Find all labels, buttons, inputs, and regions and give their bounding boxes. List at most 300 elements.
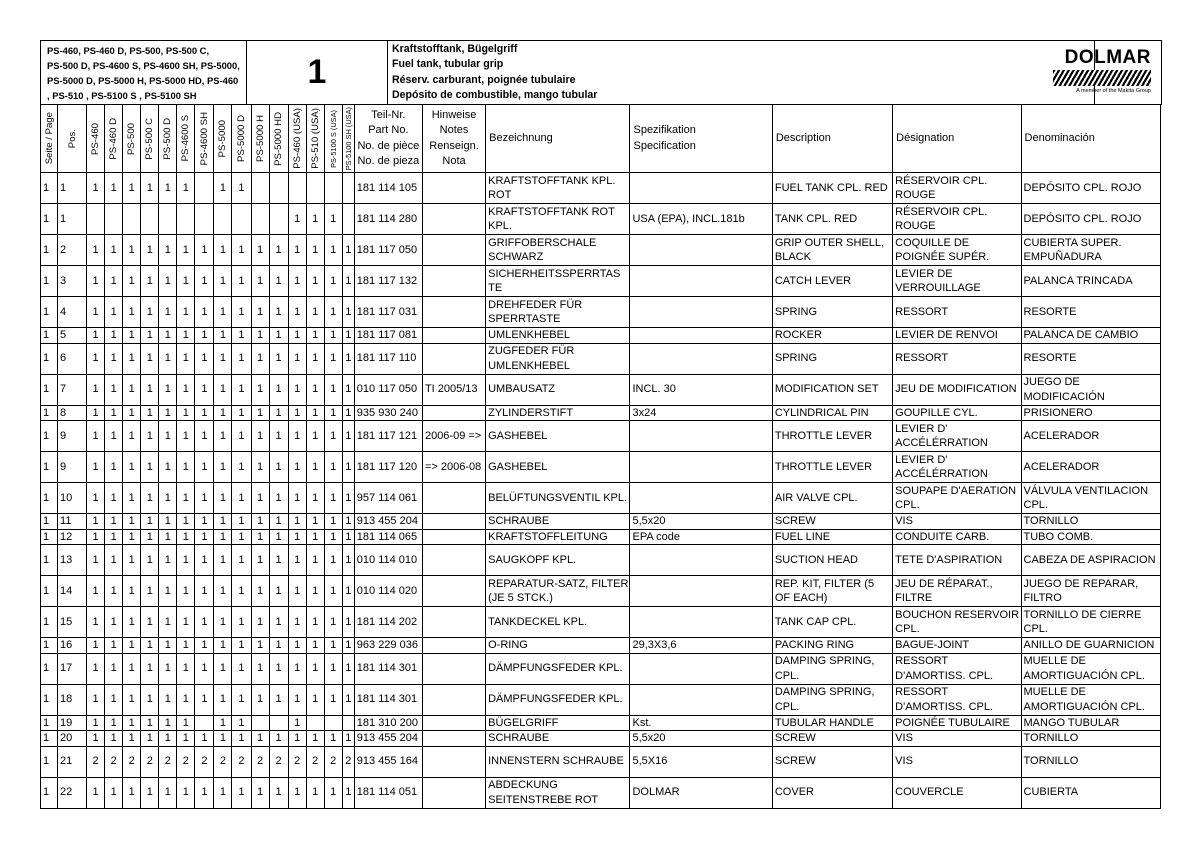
cell-designation: LEVIER DE VERROUILLAGE [893,266,1021,297]
cell-qty: 1 [324,328,342,344]
cell-denominacion: PRISIONERO [1021,405,1160,421]
cell-description: SPRING [772,297,892,328]
cell-part-no: 913 455 204 [354,731,422,747]
cell-qty: 1 [123,421,141,452]
cell-qty: 1 [159,235,177,266]
cell-qty: 1 [342,235,354,266]
cell-page: 1 [41,545,58,576]
section-titles [388,41,1095,105]
cell-qty: 1 [232,297,251,328]
cell-qty: 1 [159,405,177,421]
cell-pos: 16 [58,638,87,654]
cell-description: CYLINDRICAL PIN [772,405,892,421]
cell-qty: 1 [232,343,251,374]
cell-qty: 1 [105,607,123,638]
cell-qty: 1 [123,607,141,638]
cell-qty: 1 [105,514,123,530]
cell-qty: 1 [159,452,177,483]
cell-qty: 1 [195,777,214,808]
cell-qty: 2 [141,746,159,777]
cell-qty: 1 [324,576,342,607]
cell-bezeichnung: TANKDECKEL KPL. [486,607,630,638]
cell-qty: 1 [288,235,306,266]
model-line: , PS-510 , PS-5100 S , PS-5100 SH [47,89,197,101]
cell-qty: 1 [232,777,251,808]
cell-specification [630,684,772,715]
cell-qty: 1 [269,452,288,483]
cell-qty: 1 [123,328,141,344]
cell-qty: 1 [342,421,354,452]
cell-qty: 1 [177,328,195,344]
cell-qty: 1 [269,235,288,266]
cell-qty: 1 [269,731,288,747]
cell-description: DAMPING SPRING, CPL. [772,653,892,684]
cell-designation: VIS [893,731,1021,747]
cell-qty: 1 [306,421,324,452]
cell-qty: 1 [141,483,159,514]
cell-qty: 1 [342,545,354,576]
cell-qty: 1 [87,328,105,344]
cell-qty: 1 [123,514,141,530]
cell-bezeichnung: UMLENKHEBEL [486,328,630,344]
cell-qty: 1 [214,731,232,747]
cell-qty: 1 [251,684,269,715]
cell-note [422,731,485,747]
cell-qty: 1 [105,173,123,204]
parts-table [40,104,1161,809]
cell-qty: 1 [123,235,141,266]
cell-designation: GOUPILLE CYL. [893,405,1021,421]
cell-qty: 1 [288,374,306,405]
cell-qty: 1 [141,777,159,808]
cell-pos: 5 [58,328,87,344]
cell-qty: 1 [87,715,105,731]
col-part-no: Teil-Nr. Part No. No. de pièce No. de pieza [354,105,422,173]
cell-note [422,684,485,715]
cell-bezeichnung: DÄMPFUNGSFEDER KPL. [486,684,630,715]
cell-note [422,173,485,204]
cell-denominacion: TORNILLO [1021,514,1160,530]
cell-description: TUBULAR HANDLE [772,715,892,731]
cell-qty: 1 [177,343,195,374]
cell-qty: 1 [141,452,159,483]
cell-part-no: 010 114 020 [354,576,422,607]
cell-page: 1 [41,576,58,607]
cell-designation: LEVIER D' ACCÉLÉRRATION [893,452,1021,483]
cell-specification: EPA code [630,529,772,545]
cell-qty: 1 [123,715,141,731]
cell-pos: 12 [58,529,87,545]
cell-qty: 1 [288,545,306,576]
cell-qty: 1 [324,638,342,654]
parts-list-sheet [40,40,1161,809]
cell-qty: 1 [288,777,306,808]
cell-qty: 1 [324,266,342,297]
cell-description: GRIP OUTER SHELL, BLACK [772,235,892,266]
cell-qty: 1 [251,731,269,747]
cell-bezeichnung: SICHERHEITSSPERRTAS TE [486,266,630,297]
cell-qty: 1 [342,483,354,514]
parts-row [41,405,1161,421]
model-line: PS-5000 D, PS-5000 H, PS-5000 HD, PS-460 [47,74,239,86]
cell-qty: 1 [342,638,354,654]
cell-qty: 1 [232,328,251,344]
cell-qty: 1 [269,638,288,654]
cell-qty: 1 [87,607,105,638]
col-model: PS-500 D [159,105,177,173]
cell-qty: 1 [159,343,177,374]
cell-qty: 1 [159,777,177,808]
cell-specification: Kst. [630,715,772,731]
cell-specification: 5,5X16 [630,746,772,777]
cell-part-no: 181 117 120 [354,452,422,483]
model-line: PS-500 D, PS-4600 S, PS-4600 SH, PS-5000, [47,59,240,71]
cell-qty: 1 [288,514,306,530]
cell-denominacion: DEPÓSITO CPL. ROJO [1021,204,1160,235]
cell-description: AIR VALVE CPL. [772,483,892,514]
cell-qty: 1 [306,483,324,514]
cell-qty: 1 [159,529,177,545]
parts-row [41,374,1161,405]
cell-qty: 1 [342,374,354,405]
cell-designation: VIS [893,746,1021,777]
cell-specification [630,607,772,638]
cell-qty: 1 [105,576,123,607]
cell-qty: 1 [195,452,214,483]
cell-qty: 1 [177,653,195,684]
cell-qty: 1 [195,483,214,514]
cell-pos: 19 [58,715,87,731]
cell-specification [630,452,772,483]
cell-designation: COUVERCLE [893,777,1021,808]
cell-qty: 1 [232,374,251,405]
col-pos: Pos. [58,105,87,173]
cell-note [422,746,485,777]
cell-qty: 1 [269,405,288,421]
cell-qty: 1 [159,653,177,684]
cell-qty: 1 [141,374,159,405]
cell-designation: TETE D'ASPIRATION [893,545,1021,576]
cell-qty [177,204,195,235]
cell-qty: 1 [177,638,195,654]
cell-description: CATCH LEVER [772,266,892,297]
title-es: Depósito de combustible, mango tubular [392,88,598,101]
cell-qty: 1 [288,483,306,514]
cell-qty: 1 [288,405,306,421]
cell-qty: 1 [324,529,342,545]
cell-qty: 1 [177,715,195,731]
cell-description: COVER [772,777,892,808]
col-model: PS-5000 H [251,105,269,173]
cell-specification [630,483,772,514]
cell-qty: 1 [288,638,306,654]
cell-qty: 1 [214,343,232,374]
cell-qty: 1 [123,653,141,684]
cell-qty: 1 [324,483,342,514]
cell-qty: 1 [177,576,195,607]
cell-specification: 29,3X3,6 [630,638,772,654]
cell-qty: 1 [342,576,354,607]
cell-qty: 1 [123,684,141,715]
cell-qty: 1 [105,421,123,452]
cell-designation: CONDUITE CARB. [893,529,1021,545]
cell-qty: 1 [232,514,251,530]
cell-qty: 1 [324,777,342,808]
cell-qty: 1 [123,343,141,374]
cell-qty: 1 [195,576,214,607]
cell-qty: 1 [342,777,354,808]
parts-row [41,297,1161,328]
cell-description: PACKING RING [772,638,892,654]
cell-designation: SOUPAPE D'AERATION CPL. [893,483,1021,514]
cell-qty: 1 [306,297,324,328]
cell-qty: 2 [269,746,288,777]
parts-row [41,173,1161,204]
cell-qty: 1 [195,731,214,747]
cell-qty: 1 [214,421,232,452]
cell-qty: 1 [232,653,251,684]
cell-qty: 1 [269,343,288,374]
cell-part-no: 181 310 200 [354,715,422,731]
cell-qty: 1 [232,405,251,421]
cell-designation: BOUCHON RESERVOIR CPL. [893,607,1021,638]
cell-part-no: 181 117 031 [354,297,422,328]
cell-page: 1 [41,746,58,777]
cell-qty: 1 [269,653,288,684]
cell-bezeichnung: BÜGELGRIFF [486,715,630,731]
cell-qty: 1 [159,374,177,405]
cell-qty: 1 [177,452,195,483]
col-model: PS-4600 SH [195,105,214,173]
cell-qty: 1 [177,529,195,545]
cell-qty: 1 [87,653,105,684]
cell-designation: RÉSERVOIR CPL. ROUGE [893,204,1021,235]
cell-qty: 1 [87,421,105,452]
col-model: PS-5000 HD [269,105,288,173]
cell-note [422,297,485,328]
logo-stripe-icon [1053,70,1151,86]
cell-part-no: 181 117 110 [354,343,422,374]
cell-qty: 1 [269,607,288,638]
cell-pos: 3 [58,266,87,297]
cell-qty: 1 [214,638,232,654]
cell-qty [195,715,214,731]
cell-qty: 1 [214,328,232,344]
cell-part-no: 181 114 105 [354,173,422,204]
cell-qty: 1 [87,173,105,204]
parts-row [41,529,1161,545]
cell-part-no: 181 117 081 [354,328,422,344]
cell-qty: 1 [306,452,324,483]
cell-qty: 1 [288,653,306,684]
cell-denominacion: CUBIERTA [1021,777,1160,808]
cell-qty: 1 [306,607,324,638]
cell-designation: VIS [893,514,1021,530]
col-page: Seite / Page [41,105,58,173]
cell-qty: 2 [251,746,269,777]
cell-qty: 1 [214,576,232,607]
cell-qty: 1 [177,684,195,715]
cell-part-no: 957 114 061 [354,483,422,514]
cell-bezeichnung: KRAFTSTOFFLEITUNG [486,529,630,545]
cell-qty: 1 [251,328,269,344]
sheet-header [40,40,1162,105]
cell-qty [87,204,105,235]
cell-qty: 2 [306,746,324,777]
cell-qty: 1 [288,452,306,483]
cell-qty: 2 [232,746,251,777]
cell-designation: RESSORT [893,343,1021,374]
cell-bezeichnung: ZYLINDERSTIFT [486,405,630,421]
cell-qty: 1 [105,715,123,731]
cell-denominacion: ACELERADOR [1021,421,1160,452]
cell-qty [269,715,288,731]
cell-description: THROTTLE LEVER [772,421,892,452]
cell-qty: 1 [105,483,123,514]
cell-qty: 1 [232,607,251,638]
cell-specification [630,545,772,576]
cell-part-no: 181 114 301 [354,684,422,715]
cell-pos: 20 [58,731,87,747]
parts-row [41,483,1161,514]
cell-pos: 21 [58,746,87,777]
model-line: PS-460, PS-460 D, PS-500, PS-500 C, [47,44,210,56]
cell-qty [324,715,342,731]
cell-qty: 1 [195,405,214,421]
cell-qty: 1 [195,328,214,344]
cell-description: FUEL TANK CPL. RED [772,173,892,204]
cell-specification: INCL. 30 [630,374,772,405]
cell-specification: USA (EPA), INCL.181b [630,204,772,235]
cell-designation: RÉSERVOIR CPL. ROUGE [893,173,1021,204]
cell-bezeichnung: REPARATUR-SATZ, FILTER (JE 5 STCK.) [486,576,630,607]
cell-qty: 1 [123,777,141,808]
cell-qty: 1 [214,266,232,297]
cell-specification: 3x24 [630,405,772,421]
cell-qty: 1 [269,777,288,808]
cell-qty: 1 [195,266,214,297]
cell-qty: 1 [269,297,288,328]
cell-pos: 9 [58,452,87,483]
cell-qty [342,204,354,235]
cell-denominacion: RESORTE [1021,343,1160,374]
cell-pos: 1 [58,204,87,235]
cell-qty: 1 [123,297,141,328]
cell-qty: 1 [141,328,159,344]
col-model: PS-5000 [214,105,232,173]
cell-qty: 1 [251,514,269,530]
cell-denominacion: MUELLE DE AMORTIGUACIÓN CPL. [1021,684,1160,715]
cell-qty: 1 [324,405,342,421]
cell-qty: 1 [232,638,251,654]
cell-qty: 1 [232,545,251,576]
parts-row [41,235,1161,266]
cell-pos: 15 [58,607,87,638]
cell-qty: 2 [159,746,177,777]
cell-qty: 1 [269,328,288,344]
col-model: PS-5000 D [232,105,251,173]
cell-qty: 1 [87,684,105,715]
cell-qty: 1 [177,545,195,576]
cell-qty: 1 [306,328,324,344]
cell-page: 1 [41,638,58,654]
parts-row [41,328,1161,344]
cell-qty: 2 [195,746,214,777]
cell-qty: 1 [342,343,354,374]
cell-qty: 1 [324,297,342,328]
cell-qty: 1 [288,421,306,452]
cell-qty: 1 [123,529,141,545]
cell-qty: 1 [141,405,159,421]
cell-qty: 1 [177,297,195,328]
cell-page: 1 [41,405,58,421]
cell-page: 1 [41,715,58,731]
cell-designation: LEVIER DE RENVOI [893,328,1021,344]
cell-qty: 1 [232,266,251,297]
cell-qty: 2 [342,746,354,777]
cell-note: 2006-09 => [422,421,485,452]
cell-pos: 18 [58,684,87,715]
cell-qty: 1 [105,405,123,421]
cell-bezeichnung: ZUGFEDER FÜR UMLENKHEBEL [486,343,630,374]
col-spezifikation: Spezifikation Specification [630,105,772,173]
cell-designation: JEU DE MODIFICATION [893,374,1021,405]
parts-row [41,545,1161,576]
cell-note: TI 2005/13 [422,374,485,405]
cell-description: REP. KIT, FILTER (5 OF EACH) [772,576,892,607]
parts-row [41,638,1161,654]
cell-qty: 1 [195,545,214,576]
cell-denominacion: TUBO COMB. [1021,529,1160,545]
cell-specification [630,297,772,328]
col-model: PS-4600 S [177,105,195,173]
cell-qty: 1 [324,514,342,530]
col-model: PS-500 [123,105,141,173]
cell-denominacion: PALANCA DE CAMBIO [1021,328,1160,344]
cell-qty: 1 [288,529,306,545]
cell-bezeichnung: DÄMPFUNGSFEDER KPL. [486,653,630,684]
cell-qty: 1 [195,529,214,545]
cell-qty: 1 [105,235,123,266]
cell-pos: 4 [58,297,87,328]
cell-designation: COQUILLE DE POIGNÉE SUPÉR. [893,235,1021,266]
cell-qty: 1 [232,235,251,266]
cell-qty: 1 [177,374,195,405]
cell-note [422,576,485,607]
cell-note [422,715,485,731]
cell-qty: 1 [159,731,177,747]
cell-qty [342,173,354,204]
cell-qty: 1 [105,545,123,576]
cell-bezeichnung: GASHEBEL [486,421,630,452]
col-model: PS-5100 S (USA) [324,105,342,173]
cell-qty: 1 [159,514,177,530]
cell-qty: 1 [324,452,342,483]
cell-bezeichnung: SAUGKOPF KPL. [486,545,630,576]
cell-qty: 1 [269,684,288,715]
cell-qty: 1 [123,576,141,607]
cell-qty [123,204,141,235]
cell-qty: 1 [141,266,159,297]
cell-qty: 1 [214,405,232,421]
cell-page: 1 [41,421,58,452]
cell-qty: 1 [105,638,123,654]
cell-qty: 1 [87,343,105,374]
cell-qty: 1 [214,514,232,530]
cell-qty: 1 [269,576,288,607]
parts-row [41,576,1161,607]
cell-qty: 1 [141,421,159,452]
